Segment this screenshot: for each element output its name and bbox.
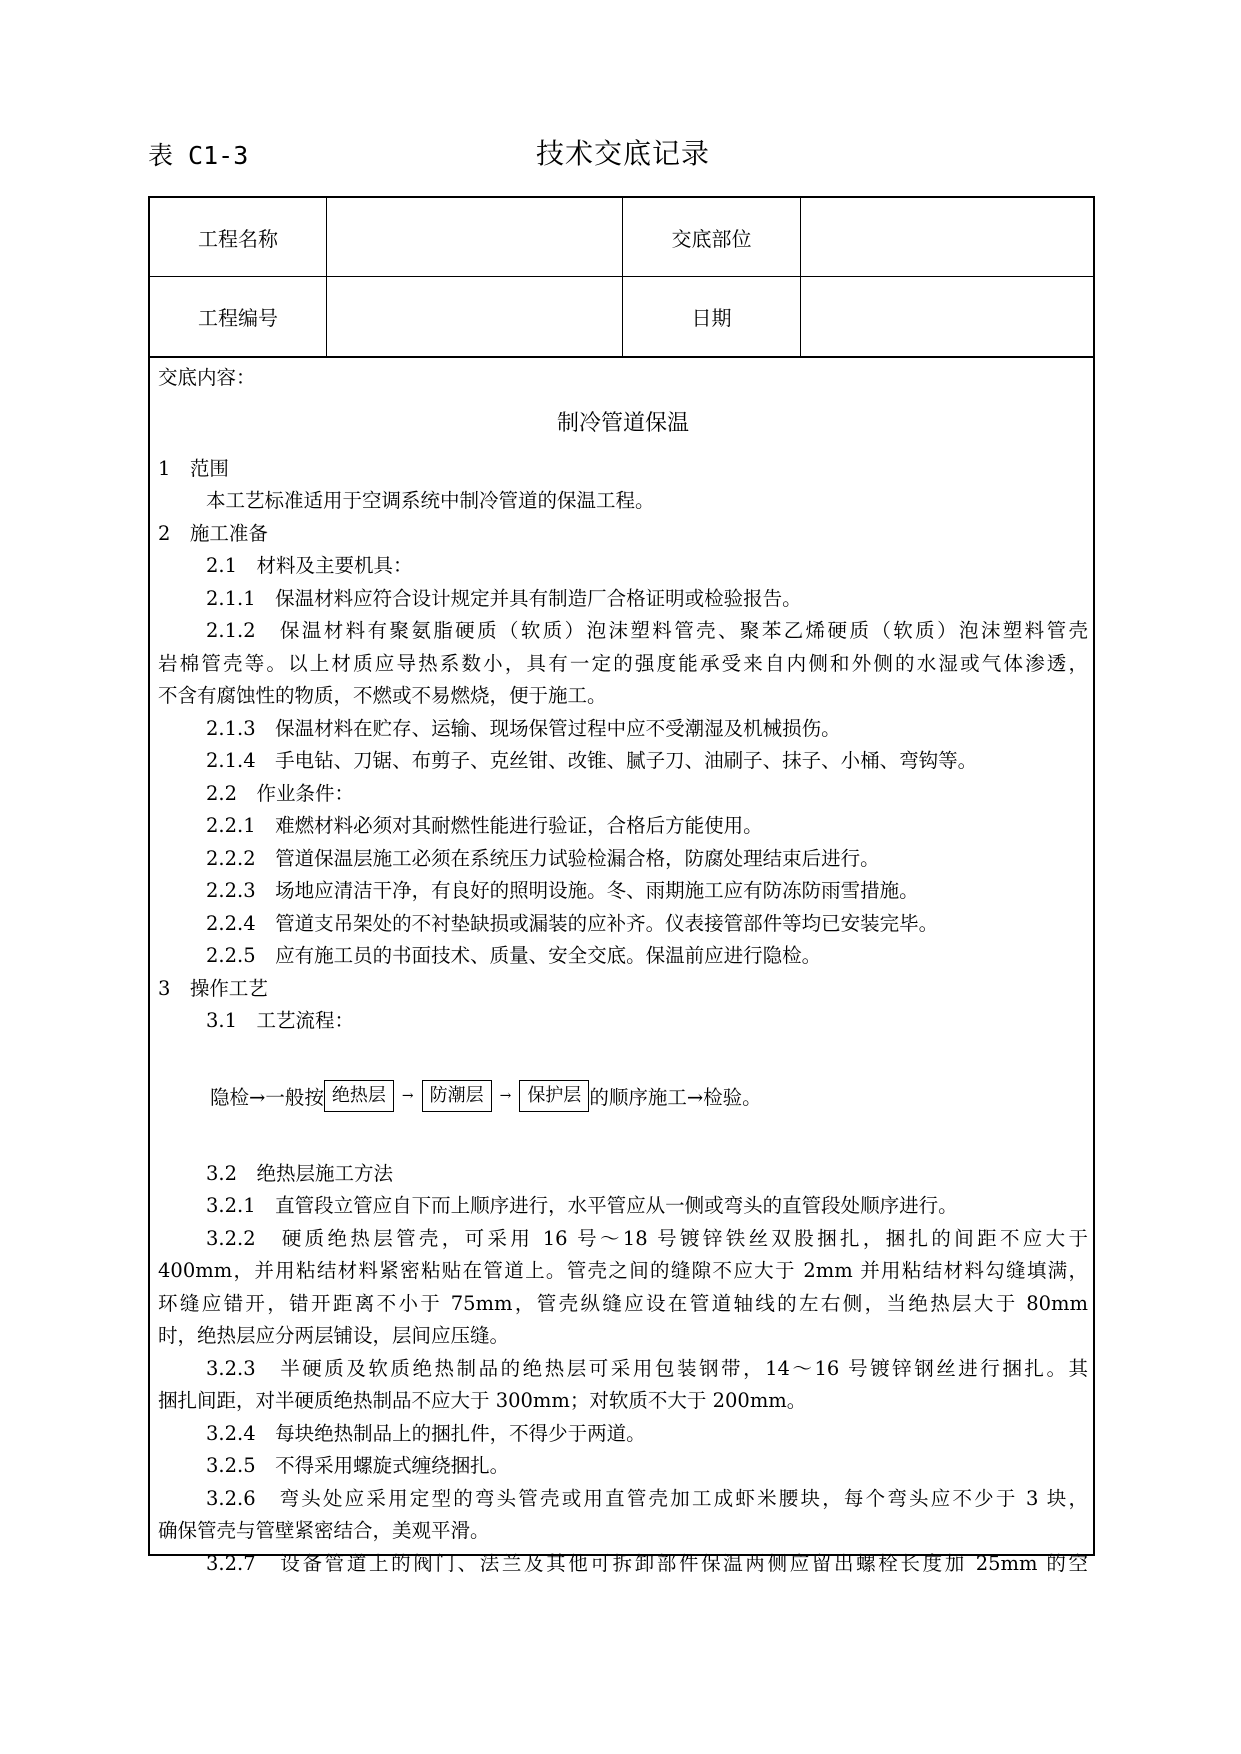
grid-line xyxy=(150,356,1093,358)
content-label: 交底内容： xyxy=(158,366,256,389)
flow-step-moisture: 防潮层 xyxy=(422,1080,492,1112)
clause: 2.1.1 保温材料应符合设计规定并具有制造厂合格证明或检验报告。 xyxy=(206,586,802,610)
section-heading: 3 操作工艺 xyxy=(158,976,268,1000)
project-name-label: 工程名称 xyxy=(198,226,278,251)
clause: 2.2.5 应有施工员的书面技术、质量、安全交底。保温前应进行隐检。 xyxy=(206,944,822,967)
clause: 3.2.2 硬质绝热层管壳，可采用 16 号～18 号镀锌铁丝双股捆扎，捆扎的间距不应大于 xyxy=(206,1226,1088,1250)
project-no-label: 工程编号 xyxy=(198,306,278,330)
clause: 3.2.4 每块绝热制品上的捆扎件，不得少于两道。 xyxy=(206,1421,646,1445)
flow-prefix: 隐检→一般按 xyxy=(210,1085,324,1109)
clause-continuation: 确保管壳与管壁紧密结合，美观平滑。 xyxy=(158,1519,490,1542)
clause: 3.2.3 半硬质及软质绝热制品的绝热层可采用包装钢带，14～16 号镀锌钢丝进行捆扎。其 xyxy=(206,1356,1088,1380)
subsection-heading: 3.1 工艺流程： xyxy=(206,1009,355,1032)
flow-step-protection: 保护层 xyxy=(519,1080,589,1112)
clause: 2.2.3 场地应清洁干净，有良好的照明设施。冬、雨期施工应有防冻防雨雪措施。 xyxy=(206,879,919,902)
subsection-heading: 3.2 绝热层施工方法 xyxy=(206,1161,394,1185)
flow-step-insulation: 绝热层 xyxy=(324,1080,394,1112)
clause-continuation: 400mm，并用粘结材料紧密粘贴在管道上。管壳之间的缝隙不应大于 2mm 并用粘结材料勾缝填满， xyxy=(158,1259,1088,1282)
clause-continuation: 环缝应错开，错开距离不小于 75mm，管壳纵缝应设在管道轴线的左右侧，当绝热层大于 80mm xyxy=(158,1291,1088,1315)
page-title: 技术交底记录 xyxy=(536,137,711,170)
clause-continuation: 不含有腐蚀性的物质，不燃或不易燃烧，便于施工。 xyxy=(158,684,607,707)
clause: 3.2.7 设备管道上的阀门、法兰及其他可拆卸部件保温两侧应留出螺栓长度加 25mm 的空 xyxy=(206,1551,1088,1575)
section-heading: 1 范围 xyxy=(158,456,229,480)
subsection-heading: 2.1 材料及主要机具： xyxy=(206,554,413,577)
arrow-icon: → xyxy=(401,1087,414,1104)
clause: 3.2.5 不得采用螺旋式缠绕捆扎。 xyxy=(206,1454,510,1477)
clause: 2.2.1 难燃材料必须对其耐燃性能进行验证，合格后方能使用。 xyxy=(206,814,763,837)
clause: 2.1.4 手电钻、刀锯、布剪子、克丝钳、改锥、腻子刀、油刷子、抹子、小桶、弯钩等。 xyxy=(206,749,978,772)
form-code: 表 C1-3 xyxy=(148,141,249,170)
date-field[interactable] xyxy=(801,277,1093,356)
clause-continuation: 岩棉管壳等。以上材质应导热系数小，具有一定的强度能承受来自内侧和外侧的水湿或气体渗透， xyxy=(158,651,1088,675)
clause: 2.1.3 保温材料在贮存、运输、现场保管过程中应不受潮湿及机械损伤。 xyxy=(206,716,841,740)
clause: 3.2.6 弯头处应采用定型的弯头管壳或用直管壳加工成虾米腰块，每个弯头应不少于 3 块， xyxy=(206,1486,1088,1510)
flow-suffix: 的顺序施工→检验。 xyxy=(589,1085,762,1109)
subsection-heading: 2.2 作业条件： xyxy=(206,781,355,805)
process-flow xyxy=(158,1038,1088,1158)
disclosure-content xyxy=(158,362,1088,1580)
clause-continuation: 捆扎间距，对半硬质绝热制品不应大于 300mm；对软质不大于 200mm。 xyxy=(158,1389,807,1412)
project-name-field[interactable] xyxy=(327,198,622,276)
date-label: 日期 xyxy=(691,306,732,330)
record-table xyxy=(148,196,1095,1575)
project-no-field[interactable] xyxy=(327,277,622,356)
arrow-icon: → xyxy=(499,1087,512,1104)
clause-continuation: 时，绝热层应分两层铺设，层间应压缝。 xyxy=(158,1324,510,1347)
content-subtitle: 制冷管道保温 xyxy=(556,410,689,436)
clause: 2.1.2 保温材料有聚氨脂硬质（软质）泡沫塑料管壳、聚苯乙烯硬质（软质）泡沫塑料管壳 xyxy=(206,619,1088,642)
section-heading: 2 施工准备 xyxy=(158,521,268,545)
position-label: 交底部位 xyxy=(671,226,752,251)
clause: 2.2.4 管道支吊架处的不衬垫缺损或漏装的应补齐。仪表接管部件等均已安装完毕。 xyxy=(206,911,939,935)
clause: 2.2.2 管道保温层施工必须在系统压力试验检漏合格，防腐处理结束后进行。 xyxy=(206,846,880,870)
position-field[interactable] xyxy=(801,198,1093,276)
paragraph: 本工艺标准适用于空调系统中制冷管道的保温工程。 xyxy=(206,489,655,512)
clause: 3.2.1 直管段立管应自下而上顺序进行，水平管应从一侧或弯头的直管段处顺序进行。 xyxy=(206,1194,958,1217)
